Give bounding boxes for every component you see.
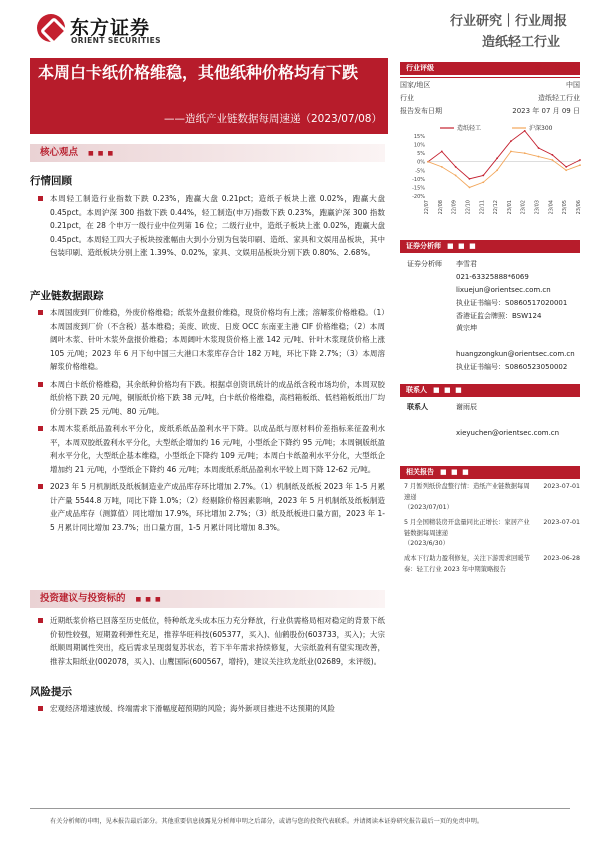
data-point: [469, 187, 471, 189]
report-title: 本周白卡纸价格维稳，其他纸种价格均有下跌: [38, 63, 359, 82]
rating-section-header: 行业评级: [400, 62, 580, 75]
invest-header: 投资建议与投资标的 ■ ■ ■: [30, 590, 385, 608]
rating-value: 看好（维持）: [535, 64, 580, 73]
analyst-name: 李雪君: [456, 260, 477, 268]
related-reports-panel: 相关报告 ■ ■ ■ 7 月暂列纸价盘整行情：造纸产业链数据每周速递 （2023/07/01） 2023-07-01 5 月全国精装房开盘量同比正增长：家居产业链数据每周速递 （2023/6/30） 2023-07-01 成本下行助力盈利修复，关注下游需求回暖节奏：轻工行业 2023 年中期策略报告 2023-06-28: [400, 466, 580, 479]
x-tick-label: 22/09: [451, 200, 458, 215]
analyst-role: 证券分析师: [407, 260, 442, 268]
contact-panel: 联系人 ■ ■ ■ 联系人 谢雨辰 xieyuchen@orientsec.com.cn: [400, 384, 580, 397]
data-point: [441, 166, 443, 168]
x-tick-label: 22/08: [437, 200, 444, 215]
data-point: [538, 156, 540, 158]
performance-chart: [400, 122, 585, 234]
bullet-icon: [38, 196, 43, 201]
series-line: [428, 151, 580, 187]
x-tick-label: 23/04: [548, 200, 555, 215]
data-point: [455, 175, 457, 177]
market-review-heading: 行情回顾: [30, 175, 72, 187]
data-point: [469, 178, 471, 180]
x-tick-label: 23/06: [576, 200, 582, 215]
analysts-panel: [400, 240, 580, 253]
data-point: [565, 169, 567, 171]
data-point: [482, 181, 484, 183]
y-tick-label: 5%: [417, 151, 425, 158]
y-tick-label: -10%: [412, 176, 425, 183]
brand-name-en: ORIENT SECURITIES: [71, 36, 161, 45]
x-tick-label: 23/01: [506, 200, 513, 215]
y-tick-label: -20%: [412, 194, 425, 200]
chain-item: 2023 年 5 月机制纸及纸板制造业产成品库存环比增加 2.7%。（1）机制纸及纸板 2023 年 1-5 月累计产量 5544.8 万吨，同比下降 1.0%；（2）经剔除价格因素影响，2023 年 5 月机制纸及纸板制造业产成品库存（测算值）同比增加 17.9%，环比增加 2.7%；（3）纸及纸板进口量方面，2023 年 1-5 月累计同比增加 23.7%；出口量方面，1-5 月累计同比增加 8.3%。: [50, 480, 385, 534]
data-point: [551, 159, 553, 161]
data-point: [524, 152, 526, 154]
x-tick-label: 22/07: [424, 200, 430, 215]
chain-list: [50, 306, 385, 534]
market-review-item: [50, 192, 385, 260]
invest-item: 近期纸浆价格已回落至历史低位，特种纸龙头成本压力充分释放，行业供需格局相对稳定的背景下纸价韧性较强，短期盈利弹性充足，推荐华旺科技(605377，买入)、仙鹤股份(603733，买入)；大宗纸顺周期属性突出，疫后需求呈现弱复苏状态，若下半年需求持续修复，大宗纸盈利有望实现改善，推荐太阳纸业(002078，买入)、山鹰国际(600567，增持)，建议关注玖龙纸业(02689，未评级)。: [50, 614, 385, 668]
rating-row: 国家/地区 中国: [400, 81, 580, 89]
contact-name: 谢雨辰: [456, 403, 477, 411]
footer-divider: [30, 808, 570, 809]
contact-section-header: 联系人 ■ ■ ■: [400, 384, 580, 397]
bullet-icon: [38, 426, 43, 431]
analysts-section-header: 证券分析师 ■ ■ ■: [400, 240, 580, 253]
data-point: [455, 166, 457, 168]
contact-email[interactable]: xieyuchen@orientsec.com.cn: [456, 429, 560, 437]
data-point: [441, 151, 443, 153]
report-type: 行业研究｜行业周报: [449, 14, 567, 29]
industry-name: 造纸轻工行业: [481, 35, 560, 50]
industry-rating-panel: [400, 62, 580, 119]
data-point: [538, 147, 540, 149]
analyst-email[interactable]: lixuejun@orientsec.com.cn: [456, 286, 551, 294]
y-tick-label: -15%: [412, 185, 425, 192]
data-point: [510, 151, 512, 153]
y-tick-label: -5%: [415, 168, 425, 175]
chain-item: 本周木浆系纸品盈利水平分化，废纸系纸品盈利水平下降。以成品纸与原材料价差指标来征盈利水平，本周双胶纸盈利水平分化，大型纸企增加约 16 元/吨，小型纸企下降约 95 元/吨；本周铜版纸盈利水平分化，大型纸企基本维稳，小型纸企下降约 109 元/吨；本周白卡纸盈利水平分化，大型纸企增加约 21 元/吨，小型纸企下降约 46 元/吨；本周废纸系纸品盈利水平较上周下降 12-62 元/吨。: [50, 422, 385, 476]
series-line: [428, 131, 580, 179]
x-tick-label: 22/10: [465, 200, 472, 215]
report-subtitle: ——造纸产业链数据每周速递（2023/07/08）: [163, 113, 382, 125]
bullet-icon: [38, 618, 43, 623]
legend-label: 沪深300: [529, 125, 553, 132]
bullet-icon: [38, 310, 43, 315]
legend-label: 造纸轻工: [457, 125, 482, 132]
chain-item: 本周国废到厂价维稳，外废价格维稳；纸浆外盘报价维稳，现货价格均有上涨；溶解浆价格维稳。（1）本周国废到厂价（不含税）基本维稳；美废、欧废、日废 OCC 东南亚主港 CIF 价格维稳；（2）本周阔叶木浆、针叶木浆外盘报价维稳；本周阔叶木浆现货价格上涨 142 元/吨、针叶木浆现货价格上涨 105 元/吨；2023 年 6 月下旬中国三大港口木浆库存合计 182 万吨，环比下降 2.7%；（3）本周溶解浆价格维稳。: [50, 306, 385, 374]
risk-item: 宏观经济增速放缓、终端需求下滑幅度超预期的风险；海外新项目推进不达预期的风险: [50, 702, 385, 716]
brand-logo-icon: [37, 14, 65, 42]
x-tick-label: 23/02: [520, 200, 527, 215]
footer-disclaimer: 有关分析师的申明，见本报告最后部分。其他重要信息披露见分析师申明之后部分，或请与您的投资代表联系。并请阅读本证券研究报告最后一页的免责申明。: [50, 818, 484, 825]
data-point: [579, 164, 581, 166]
market-review-text: 本周轻工制造行业指数下跌 0.23%，跑赢大盘 0.21pct；造纸子板块上涨 0.02%，跑赢大盘 0.45pct。本周沪深 300 指数下跌 0.44%，轻工制造(申万)指数下跌 0.23%，跑赢沪深 300 指数 0.21pct，在 28 个申万一级行业中位列第 16 位；二级行业中，造纸子板块上涨 0.02%，跑赢大盘 0.45pct。本周轻工四大子板块按涨幅由大到小分别为包装印刷、造纸、家具和文娱用品板块，其中包装印刷、造纸板块分别上涨 1.39%、0.02%，家具、文娱用品板块分别下跌 0.80%、2.68%。: [50, 194, 385, 257]
rating-row: 行业 造纸轻工行业: [400, 94, 580, 102]
related-report-link[interactable]: 成本下行助力盈利修复，关注下游需求回暖节奏：轻工行业 2023 年中期策略报告: [404, 555, 530, 573]
chain-heading: 产业链数据跟踪: [30, 290, 104, 302]
data-point: [510, 140, 512, 142]
related-section-header: 相关报告 ■ ■ ■: [400, 466, 580, 479]
bullet-icon: [38, 706, 43, 711]
data-point: [565, 166, 567, 168]
data-point: [579, 159, 581, 161]
x-tick-label: 22/12: [493, 200, 500, 215]
risk-heading: 风险提示: [30, 686, 72, 698]
y-tick-label: 0%: [417, 159, 425, 166]
analyst-email[interactable]: huangzongkun@orientsec.com.cn: [456, 350, 575, 358]
data-point: [482, 175, 484, 177]
bullet-icon: [38, 484, 43, 489]
rating-row: 报告发布日期 2023 年 07 月 09 日: [400, 107, 580, 115]
data-point: [496, 169, 498, 171]
x-tick-label: 23/05: [562, 200, 569, 215]
y-tick-label: 10%: [413, 142, 425, 149]
data-point: [427, 161, 429, 163]
analyst-name: 黄宗坤: [456, 324, 477, 332]
related-report-link[interactable]: 7 月暂列纸价盘整行情：造纸产业链数据每周速递 （2023/07/01）: [404, 483, 530, 511]
x-tick-label: 23/03: [534, 200, 541, 215]
data-point: [496, 157, 498, 159]
y-tick-label: 15%: [413, 134, 425, 140]
core-view-header: 核心观点 ■ ■ ■: [30, 144, 385, 162]
related-report-link[interactable]: 5 月全国精装房开盘量同比正增长：家居产业链数据每周速递 （2023/6/30）: [404, 519, 530, 547]
data-point: [524, 130, 526, 132]
data-point: [551, 154, 553, 156]
chain-item: 本周白卡纸价格维稳，其余纸种价格均有下跌。根据卓创资讯统计的成品纸含税市场均价，本周双胶纸价格下跌 20 元/吨，铜版纸价格下跌 38 元/吨，白卡纸价格维稳，高档箱板纸、低档箱板纸出厂均价分别下跌 25 元/吨、80 元/吨。: [50, 378, 385, 419]
brand-name-cn: 东方证券: [70, 17, 151, 39]
bullet-icon: [38, 382, 43, 387]
x-tick-label: 22/11: [479, 200, 486, 215]
